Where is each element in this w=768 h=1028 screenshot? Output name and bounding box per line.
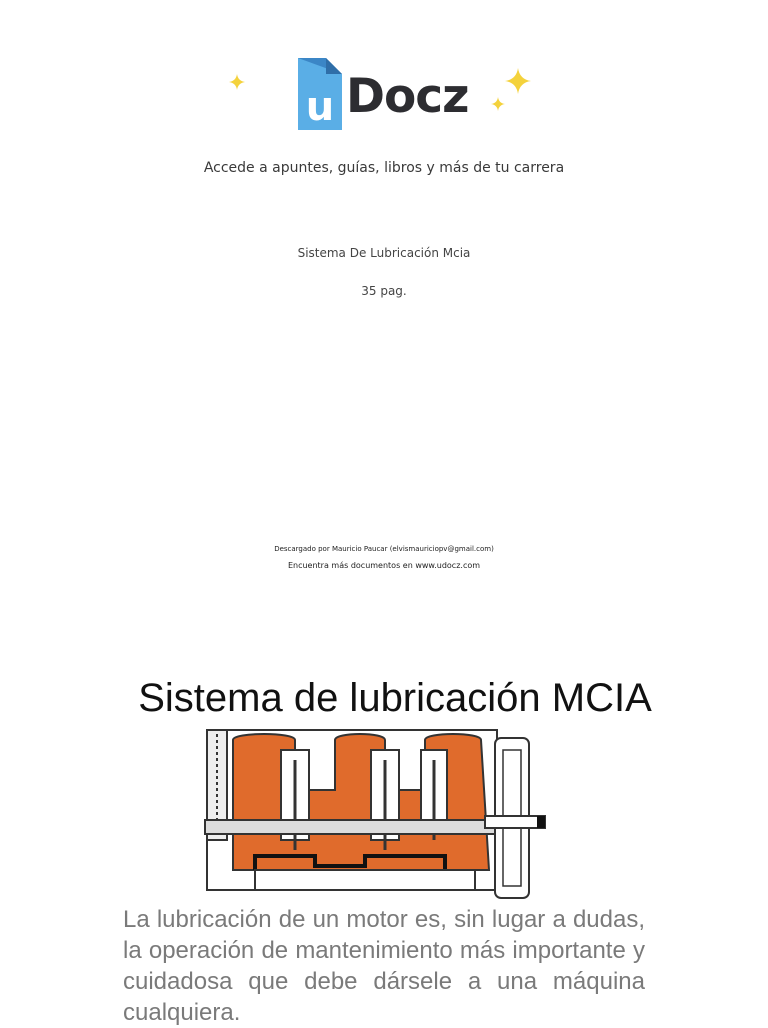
slide-title: Sistema de lubricación MCIA: [138, 676, 652, 720]
sparkle-icon: [491, 97, 505, 111]
logo-text: Docz: [346, 69, 469, 124]
tagline: Accede a apuntes, guías, libros y más de tu carrera: [203, 160, 565, 176]
sparkle-icon: [505, 68, 531, 94]
document-title: Sistema De Lubricación Mcia: [297, 246, 471, 260]
downloaded-by-note: Descargado por Mauricio Paucar (elvismauriciopv@gmail.com): [274, 545, 494, 553]
page-count: 35 pag.: [361, 284, 407, 298]
udocz-logo: [296, 56, 476, 134]
find-more-link[interactable]: Encuentra más documentos en www.udocz.com: [287, 561, 481, 570]
logo-letter: u: [305, 84, 335, 130]
engine-lubrication-diagram-icon: [185, 720, 555, 910]
slide-body-text: La lubricación de un motor es, sin lugar a dudas, la operación de mantenimiento más importante y cuidadosa que debe dársele a una máquina cualquiera.: [123, 906, 645, 1026]
sparkle-icon: [229, 74, 245, 90]
udocz-logo-mark-icon: [296, 56, 344, 132]
